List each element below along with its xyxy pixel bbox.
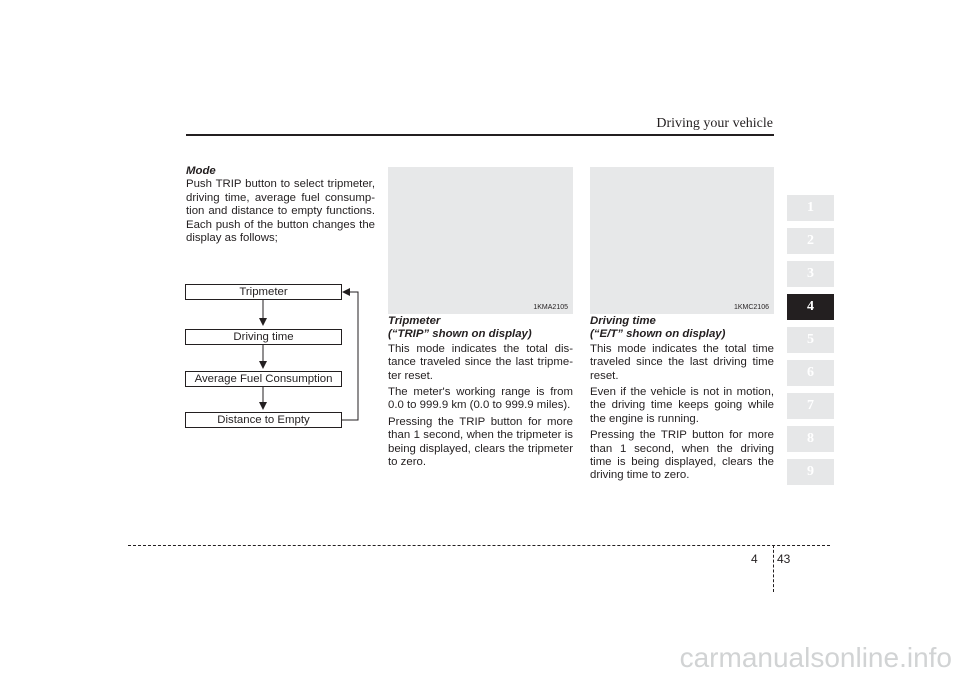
page-number: 43 xyxy=(777,552,791,566)
driving-time-section xyxy=(590,315,774,486)
chapter-tab-4[interactable]: 4 xyxy=(787,294,834,320)
tripmeter-display-image xyxy=(388,167,573,314)
flow-connectors xyxy=(184,282,376,432)
chapter-tab-5[interactable]: 5 xyxy=(787,327,834,353)
driving-time-paragraph: Even if the vehicle is not in motion, the driving time keeps going while the engine is running. xyxy=(590,386,774,425)
flow-step-distance-to-empty: Distance to Empty xyxy=(185,412,342,428)
mode-heading: Mode xyxy=(186,165,216,177)
chapter-tab-7[interactable]: 7 xyxy=(787,393,834,419)
tripmeter-subheading: (“TRIP” shown on display) xyxy=(388,328,532,341)
image-code: 1KMA2105 xyxy=(533,304,568,311)
chapter-tab-6[interactable]: 6 xyxy=(787,360,834,386)
mode-body: Push TRIP button to select tripmeter, driving time, average fuel consump- tion and distance to empty functions. Each push of the button changes the display as follows; xyxy=(186,178,375,245)
tripmeter-section xyxy=(388,315,573,472)
footer-divider xyxy=(773,545,774,592)
flow-return-arrowhead xyxy=(342,288,350,296)
image-code: 1KMC2106 xyxy=(733,304,769,311)
header-rule xyxy=(186,134,774,136)
flow-step-driving-time: Driving time xyxy=(185,329,342,345)
mode-section xyxy=(186,165,375,248)
header-title: Driving your vehicle xyxy=(656,116,773,131)
driving-time-paragraph: This mode indicates the total time traveled since the last driving time reset. xyxy=(590,342,774,382)
flow-step-tripmeter: Tripmeter xyxy=(185,284,342,300)
chapter-tab-8[interactable]: 8 xyxy=(787,426,834,452)
driving-time-display-image xyxy=(590,167,774,314)
chapter-tab-2[interactable]: 2 xyxy=(787,228,834,254)
driving-time-subheading: (“E/T” shown on display) xyxy=(590,328,726,341)
tripmeter-heading: Tripmeter xyxy=(388,315,441,327)
tripmeter-paragraph: Pressing the TRIP button for more than 1 second, when the tripmeter is being displayed, clears the tripmeter to zero. xyxy=(388,415,573,469)
flow-step-average-fuel: Average Fuel Consumption xyxy=(185,371,342,387)
chapter-tab-1[interactable]: 1 xyxy=(787,195,834,221)
flow-return-line xyxy=(342,292,358,420)
footer-rule xyxy=(128,545,830,546)
page-chapter-number: 4 xyxy=(751,552,758,566)
watermark: carmanualsonline.info xyxy=(679,642,952,673)
chapter-tab-9[interactable]: 9 xyxy=(787,459,834,485)
tripmeter-paragraph: The meter's working range is from 0.0 to 999.9 km (0.0 to 999.9 miles). xyxy=(388,386,573,412)
driving-time-heading: Driving time xyxy=(590,315,656,327)
tripmeter-paragraph: This mode indicates the total dis- tance traveled since the last tripme- ter reset. xyxy=(388,342,573,382)
mode-flow-diagram xyxy=(184,282,376,432)
chapter-tab-3[interactable]: 3 xyxy=(787,261,834,287)
driving-time-paragraph: Pressing the TRIP button for more than 1 second, when the driving time is being displayed, clears the driving time to zero. xyxy=(590,429,774,482)
